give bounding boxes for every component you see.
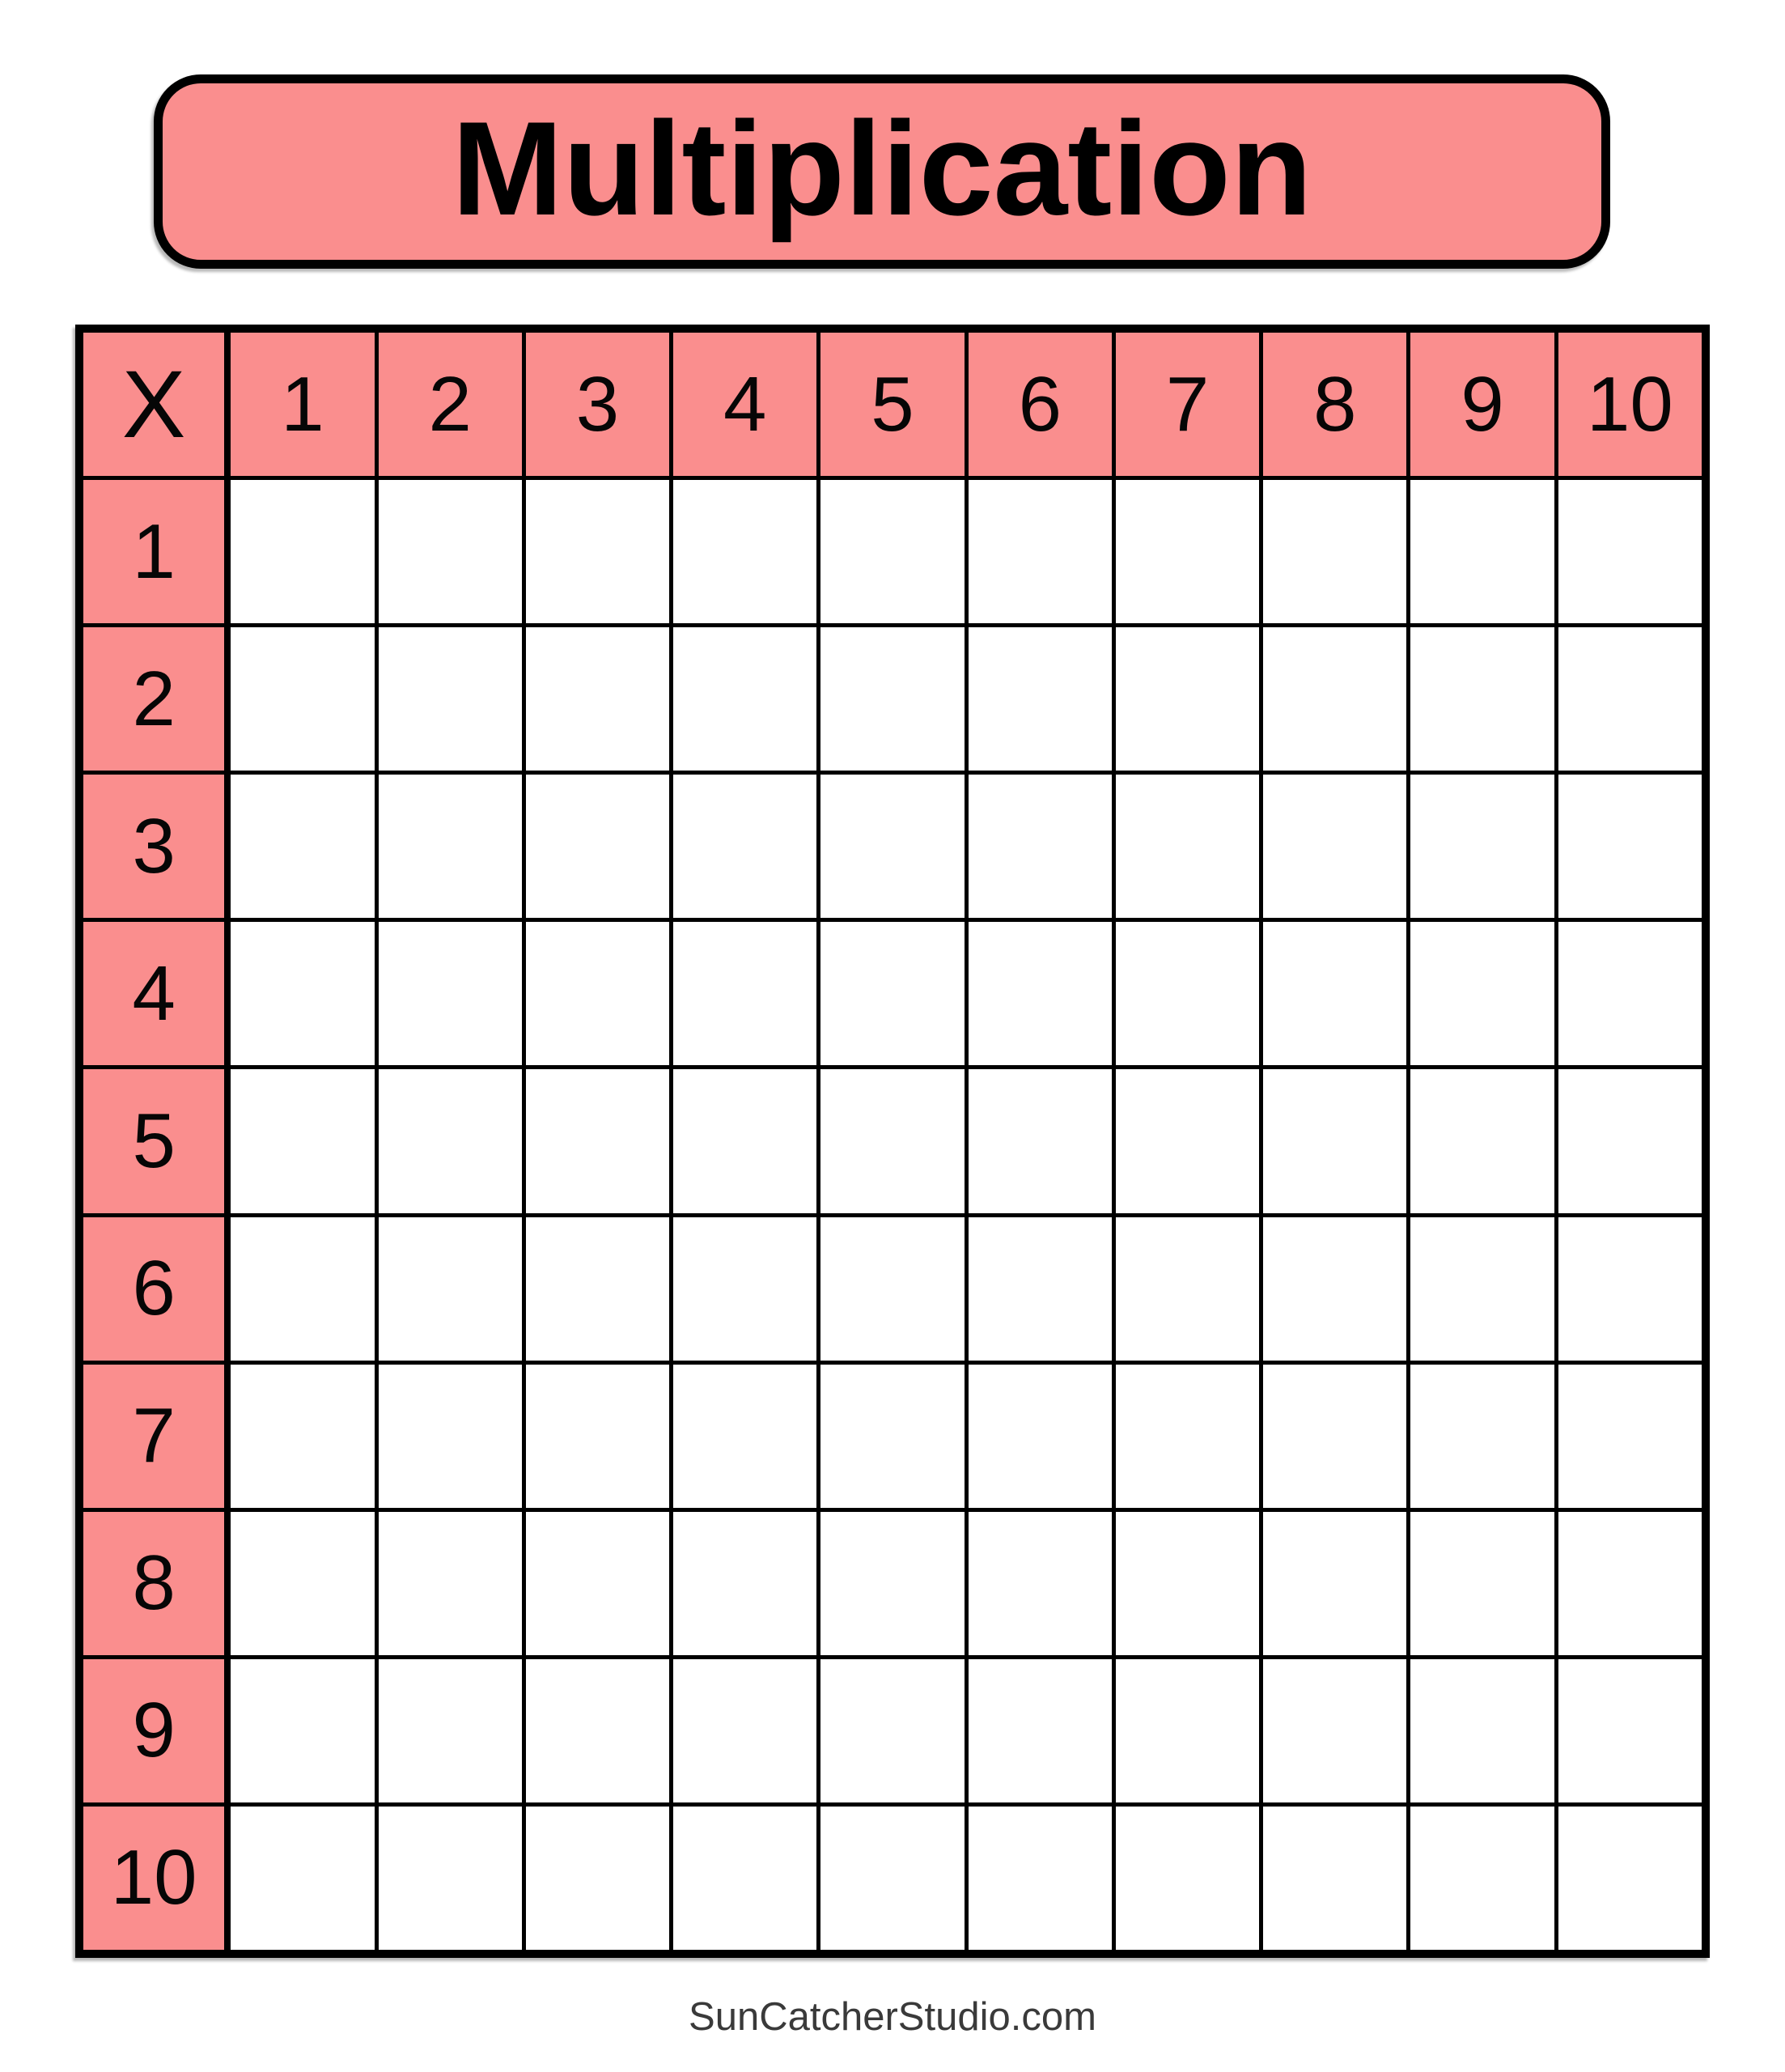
answer-cell [969,1659,1112,1802]
answer-cell [231,1512,374,1655]
answer-cell [526,480,669,623]
row-header-cell: 6 [83,1217,227,1361]
answer-cell [673,1807,816,1950]
answer-cell [820,1365,964,1508]
footer-credit: SunCatcherStudio.com [689,1995,1096,2039]
row-header-cell: 10 [83,1807,227,1950]
answer-cell [526,1069,669,1212]
answer-cell [1263,1512,1406,1655]
answer-cell [1263,1217,1406,1361]
answer-cell [1263,775,1406,918]
answer-cell [526,1365,669,1508]
answer-cell [1263,1807,1406,1950]
column-header-cell: 5 [820,333,964,476]
answer-cell [1116,775,1259,918]
answer-cell [379,627,522,771]
column-header-cell: 8 [1263,333,1406,476]
answer-cell [1558,1217,1702,1361]
column-header-cell: 9 [1410,333,1554,476]
column-header-cell: 3 [526,333,669,476]
answer-cell [379,1069,522,1212]
answer-cell [969,1217,1112,1361]
page-title: Multiplication [452,93,1312,243]
row-header-cell: 9 [83,1659,227,1802]
answer-cell [1263,480,1406,623]
answer-cell [1410,1807,1554,1950]
answer-cell [1410,922,1554,1065]
answer-cell [969,480,1112,623]
answer-cell [673,1069,816,1212]
answer-cell [231,775,374,918]
answer-cell [1116,480,1259,623]
answer-cell [1116,1807,1259,1950]
answer-cell [526,627,669,771]
answer-cell [820,1659,964,1802]
answer-cell [526,1659,669,1802]
answer-cell [231,1365,374,1508]
row-header-cell: 4 [83,922,227,1065]
answer-cell [1410,480,1554,623]
answer-cell [379,1659,522,1802]
title-banner [154,74,1610,269]
answer-cell [820,627,964,771]
answer-cell [820,1217,964,1361]
answer-cell [379,922,522,1065]
answer-cell [379,1217,522,1361]
answer-cell [673,922,816,1065]
answer-cell [231,1069,374,1212]
answer-cell [526,1807,669,1950]
answer-cell [820,775,964,918]
answer-cell [1116,1512,1259,1655]
answer-cell [1263,627,1406,771]
answer-cell [1263,1069,1406,1212]
answer-cell [1410,1512,1554,1655]
answer-cell [1558,1659,1702,1802]
answer-cell [673,1659,816,1802]
answer-cell [820,1807,964,1950]
answer-cell [673,1217,816,1361]
column-header-cell: 1 [231,333,374,476]
answer-cell [1263,1659,1406,1802]
answer-cell [820,922,964,1065]
answer-cell [231,922,374,1065]
answer-cell [820,1512,964,1655]
answer-cell [673,480,816,623]
answer-cell [969,1512,1112,1655]
answer-cell [1263,922,1406,1065]
answer-cell [673,1512,816,1655]
answer-cell [1558,1512,1702,1655]
answer-cell [1410,1659,1554,1802]
row-header-cell: 2 [83,627,227,771]
answer-cell [1410,1217,1554,1361]
answer-cell [526,922,669,1065]
answer-cell [1558,1069,1702,1212]
answer-cell [969,627,1112,771]
answer-cell [1116,1217,1259,1361]
row-header-cell: 1 [83,480,227,623]
answer-cell [231,1807,374,1950]
answer-cell [1116,1659,1259,1802]
answer-cell [1116,922,1259,1065]
column-header-cell: 10 [1558,333,1702,476]
answer-cell [673,627,816,771]
corner-x-cell: X [83,333,227,476]
answer-cell [379,1807,522,1950]
answer-cell [1558,1807,1702,1950]
row-header-cell: 8 [83,1512,227,1655]
answer-cell [969,922,1112,1065]
row-header-cell: 7 [83,1365,227,1508]
answer-cell [969,1807,1112,1950]
row-header-cell: 5 [83,1069,227,1212]
answer-cell [969,1069,1112,1212]
answer-cell [673,1365,816,1508]
answer-cell [969,775,1112,918]
answer-cell [1116,1069,1259,1212]
answer-cell [526,775,669,918]
answer-cell [1263,1365,1406,1508]
answer-cell [1410,1365,1554,1508]
answer-cell [1116,1365,1259,1508]
answer-cell [231,627,374,771]
answer-cell [820,480,964,623]
answer-cell [1558,922,1702,1065]
answer-cell [526,1512,669,1655]
answer-cell [969,1365,1112,1508]
answer-cell [1116,627,1259,771]
answer-cell [673,775,816,918]
answer-cell [1558,480,1702,623]
answer-cell [379,1365,522,1508]
answer-cell [1410,775,1554,918]
answer-cell [379,1512,522,1655]
answer-cell [526,1217,669,1361]
column-header-cell: 4 [673,333,816,476]
answer-cell [231,480,374,623]
answer-cell [379,480,522,623]
answer-cell [1410,627,1554,771]
answer-cell [1410,1069,1554,1212]
answer-cell [820,1069,964,1212]
multiplication-grid [75,325,1710,1958]
answer-cell [1558,627,1702,771]
column-header-cell: 6 [969,333,1112,476]
row-header-cell: 3 [83,775,227,918]
answer-cell [1558,775,1702,918]
answer-cell [231,1659,374,1802]
answer-cell [1558,1365,1702,1508]
column-header-cell: 2 [379,333,522,476]
answer-cell [231,1217,374,1361]
column-header-cell: 7 [1116,333,1259,476]
answer-cell [379,775,522,918]
